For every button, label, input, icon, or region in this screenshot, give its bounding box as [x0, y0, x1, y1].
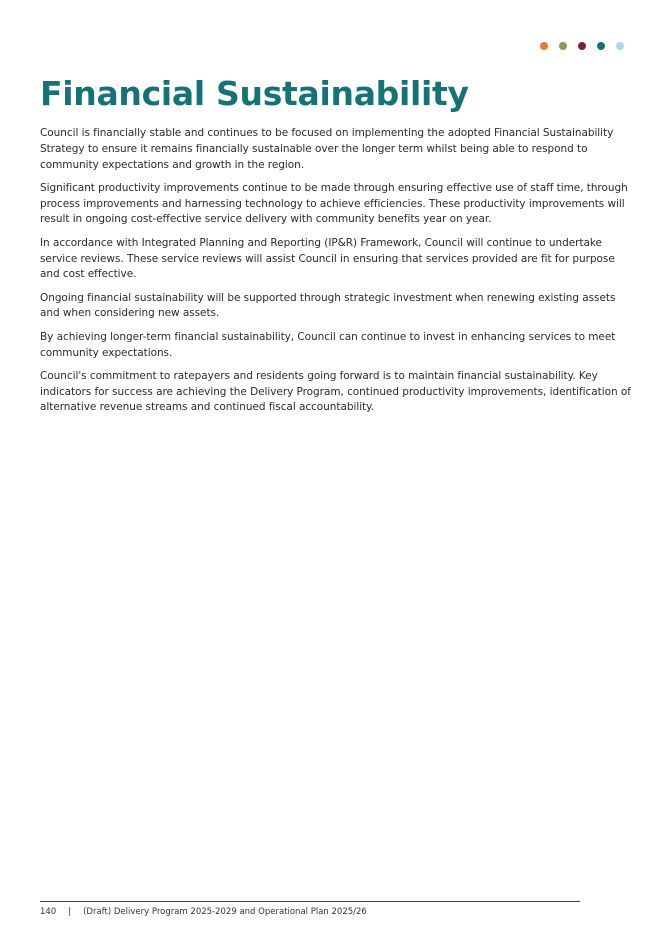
maroon-dot — [578, 42, 586, 50]
paragraph-4: Ongoing financial sustainability will be supported through strategic investment when renewing existing assets and when considering new assets. — [40, 291, 616, 320]
page-title: Financial Sustainability — [40, 74, 469, 113]
footer-separator: | — [68, 907, 72, 917]
light-blue-dot — [616, 42, 624, 50]
document-title: (Draft) Delivery Program 2025-2029 and Operational Plan 2025/26 — [83, 907, 367, 917]
footer — [40, 907, 367, 917]
olive-dot — [559, 42, 567, 50]
decorative-dots — [540, 42, 624, 50]
paragraph-3: In accordance with Integrated Planning and Reporting (IP&R) Framework, Council will continue to undertake service reviews. These service reviews will assist Council in ensuring that services provided are fit for purpose and cost effective. — [40, 236, 615, 281]
paragraph-5: By achieving longer-term financial sustainability, Council can continue to invest in enhancing services to meet community expectations. — [40, 330, 616, 359]
paragraph-1: Council is financially stable and continues to be focused on implementing the adopted Financial Sustainability Strategy to ensure it remains financially sustainable over the longer term whilst being able to respond to community expectations and growth in the region. — [40, 127, 614, 171]
paragraph-2: Significant productivity improvements continue to be made through ensuring effective use of staff time, through process improvements and harnessing technology to achieve efficiencies. These productivity improvements will result in ongoing cost-effective service delivery with community benefits year on year. — [40, 181, 628, 226]
footer-divider — [40, 901, 580, 902]
paragraph-6: Council's commitment to ratepayers and residents going forward is to maintain financial sustainability. Key indicators for success are achieving the Delivery Program, continued productivity improvements, identification of alternative revenue streams and continued fiscal accountability. — [40, 369, 631, 414]
orange-dot — [540, 42, 548, 50]
body-text — [40, 126, 632, 424]
teal-dot — [597, 42, 605, 50]
page-number: 140 — [40, 907, 57, 917]
